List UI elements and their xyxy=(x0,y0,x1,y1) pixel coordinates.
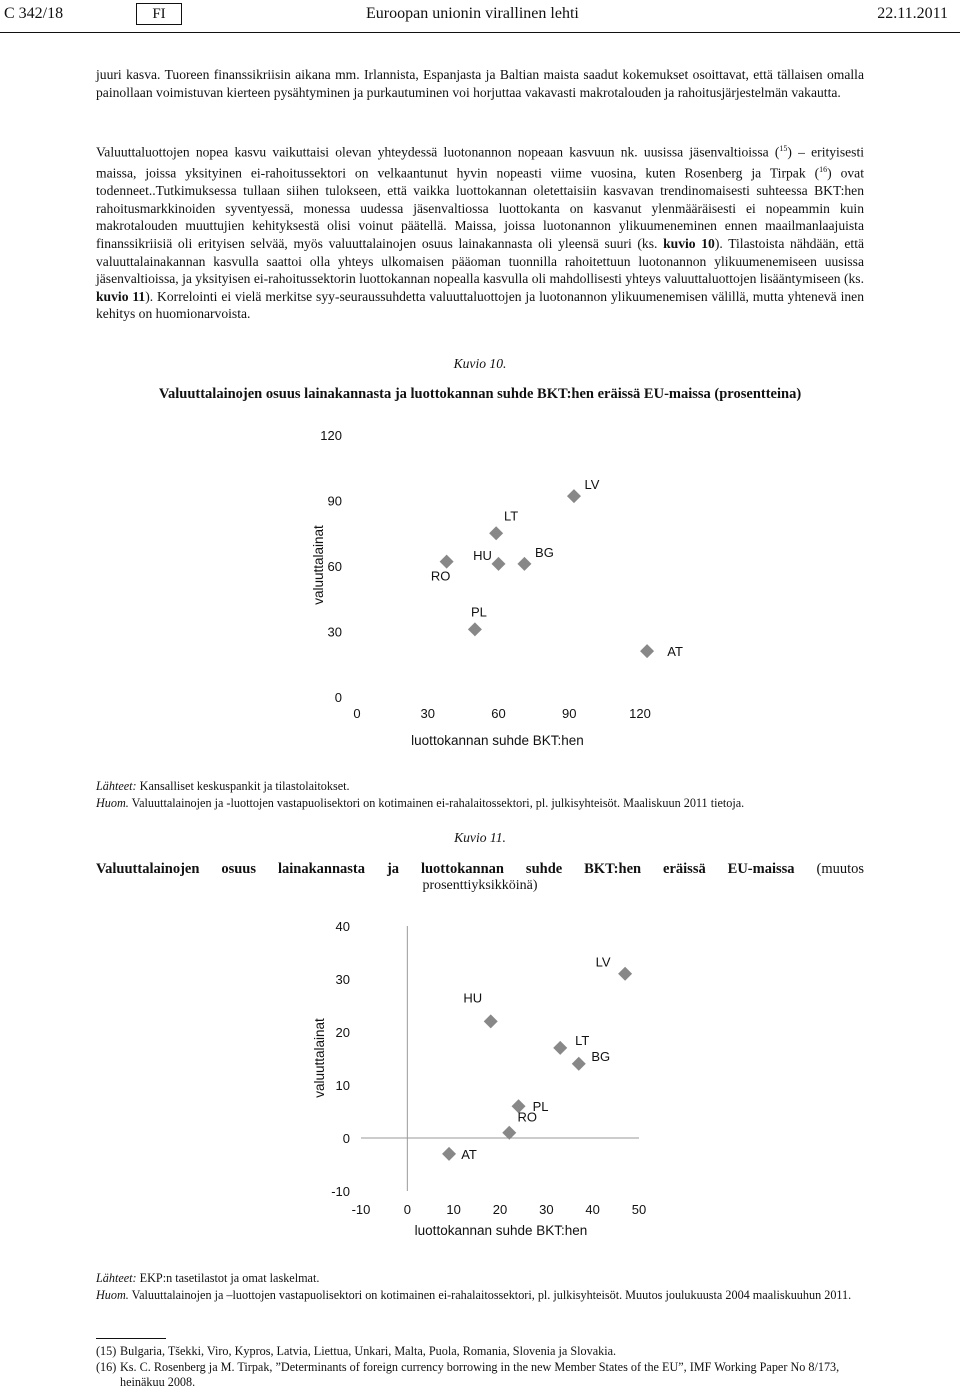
x-tick-label: 90 xyxy=(562,706,577,721)
y-tick-label: -10 xyxy=(331,1184,350,1199)
x-tick-label: 50 xyxy=(631,1202,647,1217)
point-label-bg: BG xyxy=(535,544,554,560)
x-tick-label: 20 xyxy=(492,1202,508,1217)
publication-date: 22.11.2011 xyxy=(877,5,948,22)
data-point-at xyxy=(640,644,654,658)
x-tick-label: 10 xyxy=(446,1202,461,1217)
x-tick-label: 60 xyxy=(491,706,506,721)
data-point-hu xyxy=(484,1014,498,1028)
x-axis-title: luottokannan suhde BKT:hen xyxy=(414,1223,588,1238)
journal-reference: C 342/18 xyxy=(4,5,64,22)
y-tick-label: 30 xyxy=(327,624,342,640)
figure-10-title: Valuuttalainojen osuus lainakannasta ja luottokannan suhde BKT:hen eräissä EU-maissa (prosentteina) xyxy=(158,386,802,402)
figure-10-source: Lähteet: Kansalliset keskuspankit ja tilastolaitokset. xyxy=(96,779,350,793)
x-tick-label: 0 xyxy=(353,706,361,721)
point-label-lv: LV xyxy=(584,477,600,493)
data-point-lv xyxy=(618,967,632,981)
scatter-chart-11 xyxy=(312,919,646,1238)
y-tick-label: 30 xyxy=(335,972,350,987)
figure-11-subtitle: prosenttiyksikköinä) xyxy=(422,878,538,893)
x-tick-label: 0 xyxy=(403,1202,411,1217)
point-label-lv: LV xyxy=(595,954,611,970)
footnote-ref-16[interactable]: 16 xyxy=(819,165,828,175)
point-label-lt: LT xyxy=(504,508,519,524)
p2-part-a: Valuuttaluottojen nopea kasvu vaikuttaisi olevan yhteydessä luotonannon nopeaan kasvuun nk. uusissa jäsenvaltioissa ( xyxy=(96,144,780,160)
y-axis-title: valuuttalainat xyxy=(311,525,326,605)
y-axis-title: valuuttalainat xyxy=(312,1018,327,1098)
data-point-pl xyxy=(468,622,482,636)
p2-part-d: ). Tilastoista nähdään, että valuuttalainakannan kasvulla saattoi olla yhteys ulkomaisen pääoman tuonnilla rahoitettuun luotonannon ylikuumenemiseen uusissa jäsenvaltioissa, ja yksityisen ei-rahoitussektorin luottokannan nopealla kasvulla oli mahdollisesti yhteys valuuttaluottojen lisääntymiseen (ks. xyxy=(96,236,865,287)
y-tick-label: 60 xyxy=(327,559,342,574)
data-point-bg xyxy=(572,1057,586,1071)
footnote-ref-15[interactable]: 15 xyxy=(779,144,788,153)
figure-10-note: Huom. Valuuttalainojen ja -luottojen vastapuolisektori on kotimainen ei-rahalaitossektori, pl. julkisyhteisöt. Maaliskuun 2011 tietoja. xyxy=(96,796,745,810)
point-label-at: AT xyxy=(461,1146,477,1162)
y-tick-label: 20 xyxy=(335,1025,350,1040)
language-box: FI xyxy=(136,3,182,25)
point-label-bg: BG xyxy=(591,1048,611,1064)
paragraph-1: juuri kasva. Tuoreen finanssikriisin aikana mm. Irlannista, Espanjasta ja Baltian maista saadut kokemukset osoittavat, että tällaisen omalla painollaan voimistuvan kierteen pysähtyminen ja purkautuminen voi horjuttaa vakavasti makrotalouden ja rahoitusjärjestelmän vakautta. xyxy=(96,67,864,100)
point-label-hu: HU xyxy=(463,990,483,1006)
data-point-at xyxy=(442,1147,456,1161)
x-tick-label: 120 xyxy=(629,706,651,721)
y-tick-label: 0 xyxy=(334,690,342,705)
data-point-lv xyxy=(567,489,581,503)
y-tick-label: 0 xyxy=(342,1131,350,1146)
data-point-ro xyxy=(440,555,454,569)
x-tick-label: 30 xyxy=(539,1202,554,1217)
point-label-ro: RO xyxy=(517,1109,538,1125)
scatter-chart-10 xyxy=(311,428,683,748)
point-label-hu: HU xyxy=(473,547,492,563)
data-point-lt xyxy=(489,526,503,540)
figure-10-label: Kuvio 10. xyxy=(453,356,507,371)
footnote-15: (15) Bulgaria, Tšekki, Viro, Kypros, Latvia, Liettua, Unkari, Malta, Puola, Romania, Slovenia ja Slovakia. xyxy=(96,1344,617,1358)
point-label-at: AT xyxy=(667,644,683,660)
data-point-bg xyxy=(517,557,531,571)
x-tick-label: -10 xyxy=(351,1202,371,1217)
figure-11-note: Huom. Valuuttalainojen ja –luottojen vastapuolisektori on kotimainen ei-rahalaitossektori, pl. julkisyhteisöt. Muutos joulukuusta 2004 maaliskuuhun 2011. xyxy=(96,1288,852,1302)
journal-title: Euroopan unionin virallinen lehti xyxy=(366,5,579,22)
data-point-lt xyxy=(553,1041,567,1055)
x-tick-label: 30 xyxy=(420,706,435,721)
y-tick-label: 10 xyxy=(335,1078,350,1093)
point-label-ro: RO xyxy=(430,568,451,584)
p2-part-b: ) – erityisesti maissa, joissa yksityinen ei-rahoitussektori on velkaantunut hyvin nopeasti viime vuosina, kuten Rosenberg ja Tirpak ( xyxy=(96,144,864,181)
y-tick-label: 90 xyxy=(327,493,342,509)
point-label-pl: PL xyxy=(470,604,487,620)
figure-10-link[interactable]: kuvio 10 xyxy=(663,236,715,252)
x-tick-label: 40 xyxy=(585,1202,600,1217)
x-axis-title: luottokannan suhde BKT:hen xyxy=(411,733,584,748)
figure-11-label: Kuvio 11. xyxy=(454,830,506,845)
figure-11-source: Lähteet: EKP:n tasetilastot ja omat laskelmat. xyxy=(96,1271,320,1285)
y-tick-label: 120 xyxy=(320,428,342,443)
y-tick-label: 40 xyxy=(335,919,350,934)
data-point-hu xyxy=(492,557,506,571)
point-label-lt: LT xyxy=(575,1032,590,1048)
p2-part-e: ). Korrelointi ei vielä merkitse syy-seuraussuhdetta valuuttaluottojen ja luotonannon ylikuumenemisen välillä, mutta yhtenevä inen kehitys on huomionarvoista. xyxy=(96,288,865,322)
footnote-16: (16) Ks. C. Rosenberg ja M. Tirpak, ”Determinants of foreign currency borrowing in the new Member States of the EU”, IMF Working Paper No 8/173, heinäkuu 2008. xyxy=(96,1360,840,1389)
figure-11-title: Valuuttalainojen osuus lainakannasta ja luottokannan suhde BKT:hen eräissä EU-maissa (muutos xyxy=(96,861,865,877)
figure-11-link[interactable]: kuvio 11 xyxy=(96,288,146,304)
p2-part-c: ) ovat todenneet..Tutkimuksessa tullaan siihen tulokseen, että vaikka luottokannan oletettaisiin kasvavan trendinomaisesti suhteessa BKT:hen rahoitusmarkkinoiden syventyessä, monessa uudessa jäsenvaltiossa luottokanta on kasvanut ylenmääräisesti ei nopeammin kuin makrotalouden muuttujien kehityksestä olisi voinut päätellä. Maissa, joissa luotonannon ylikuumeneminen ennen maailmanlaajuista finanssikriisiä oli erityisen selvää, myös valuuttalainojen osuus lainakannasta oli yleensä suuri (ks. xyxy=(96,165,864,252)
footnote-rule xyxy=(96,1338,166,1339)
point-label-pl: PL xyxy=(532,1099,549,1115)
